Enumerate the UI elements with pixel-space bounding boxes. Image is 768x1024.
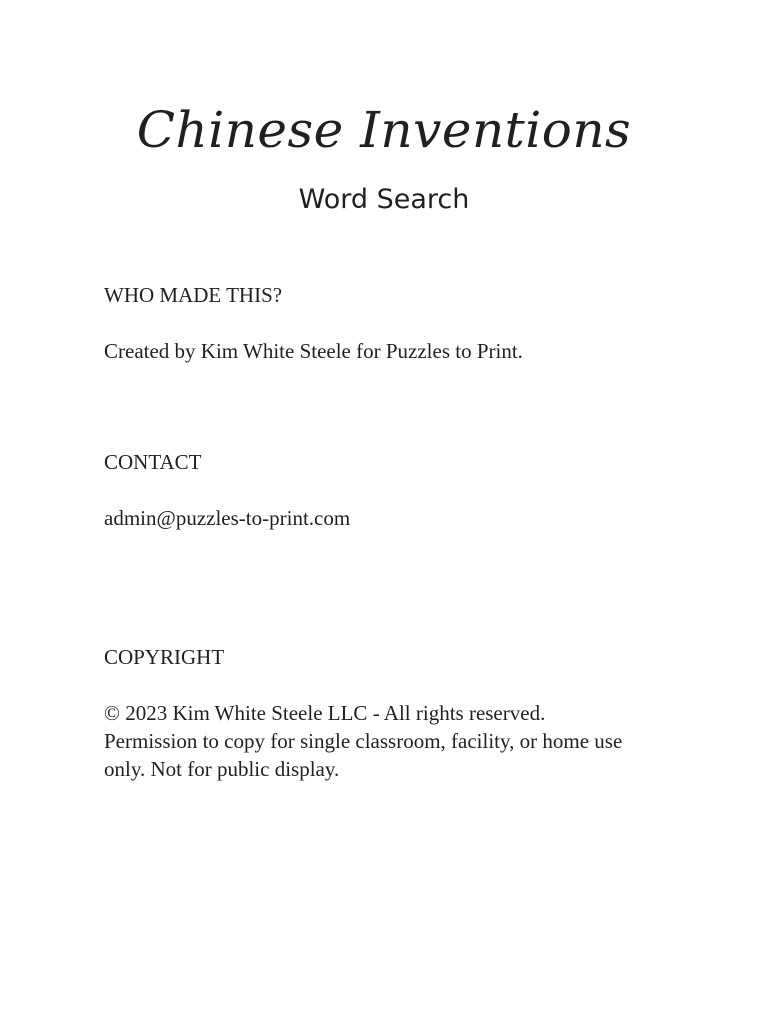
contact-email: admin@puzzles-to-print.com	[104, 506, 351, 530]
page-title: Chinese Inventions	[136, 101, 632, 159]
copyright-notice: © 2023 Kim White Steele LLC - All rights reserved. Permission to copy for single classroom, facility, or home use only. Not for public display.	[104, 701, 623, 781]
section-heading-contact: CONTACT	[104, 450, 202, 474]
section-heading-copyright: COPYRIGHT	[104, 645, 225, 669]
section-heading-who-made-this: WHO MADE THIS?	[104, 283, 283, 307]
page-subtitle: Word Search	[298, 184, 470, 215]
section-text-who-made-this: Created by Kim White Steele for Puzzles to Print.	[104, 339, 523, 363]
